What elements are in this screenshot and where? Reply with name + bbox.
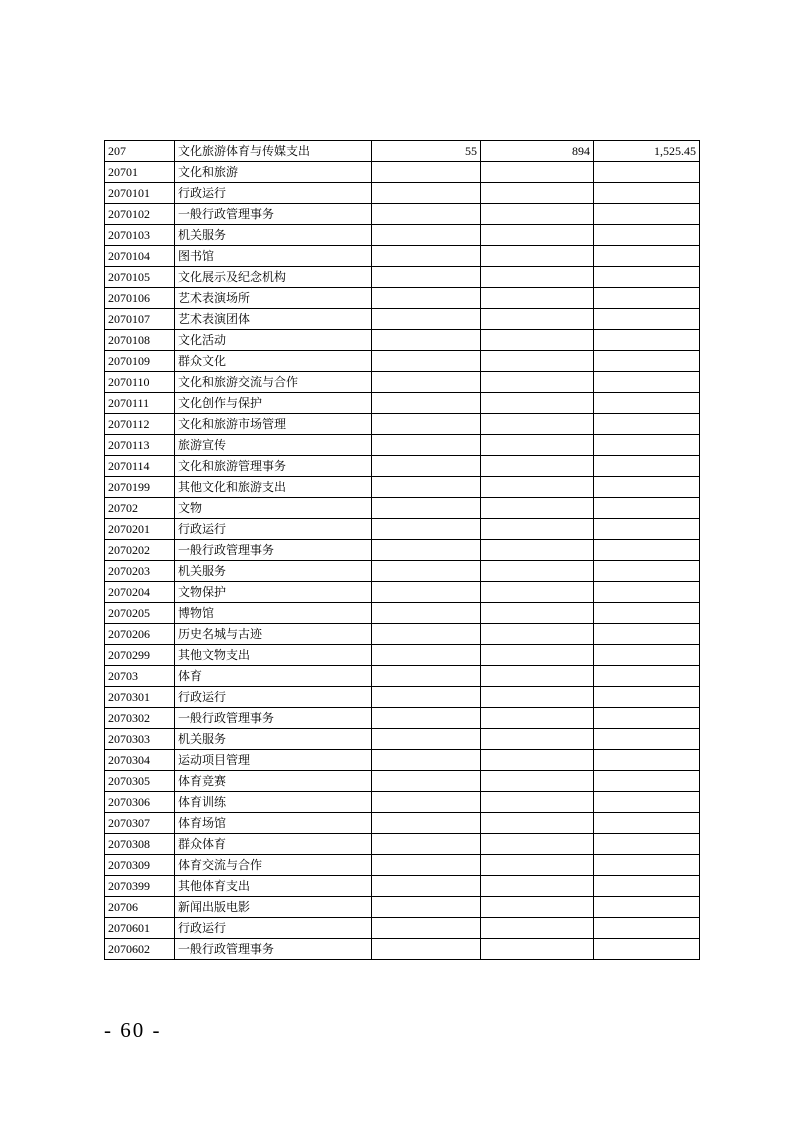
row-value-3-cell [594,288,700,309]
row-value-1-cell [372,729,481,750]
row-value-2-cell [481,246,594,267]
row-value-2-cell [481,435,594,456]
row-value-2-cell [481,729,594,750]
table-row [105,918,700,939]
table-row [105,288,700,309]
row-name-cell: 文化活动 [175,330,372,351]
row-value-1-cell [372,582,481,603]
row-name-cell: 文化旅游体育与传媒支出 [175,141,372,162]
row-value-3-cell [594,708,700,729]
row-code-cell: 2070110 [105,372,175,393]
table-row [105,939,700,960]
row-name-cell: 文化创作与保护 [175,393,372,414]
row-name-cell: 其他体育支出 [175,876,372,897]
row-value-2-cell [481,645,594,666]
row-value-2-cell [481,477,594,498]
table-row [105,666,700,687]
row-name-cell: 新闻出版电影 [175,897,372,918]
row-value-2-cell [481,288,594,309]
row-code-cell: 20701 [105,162,175,183]
row-code-cell: 2070108 [105,330,175,351]
row-value-2-cell [481,834,594,855]
table-row [105,519,700,540]
row-name-cell: 文化和旅游交流与合作 [175,372,372,393]
row-value-3-cell [594,813,700,834]
row-value-2-cell [481,876,594,897]
row-value-3-cell [594,540,700,561]
table-row [105,771,700,792]
row-code-cell: 2070103 [105,225,175,246]
budget-table [104,140,700,960]
table-row [105,309,700,330]
row-value-2-cell [481,225,594,246]
table-row [105,372,700,393]
row-code-cell: 2070399 [105,876,175,897]
row-value-3-cell [594,750,700,771]
row-value-3-cell [594,435,700,456]
row-code-cell: 2070601 [105,918,175,939]
table-row [105,750,700,771]
row-value-3-cell [594,162,700,183]
row-value-2-cell [481,183,594,204]
row-code-cell: 2070206 [105,624,175,645]
table-row [105,792,700,813]
row-code-cell: 2070303 [105,729,175,750]
row-value-1-cell [372,288,481,309]
row-value-3-cell [594,603,700,624]
row-name-cell: 一般行政管理事务 [175,204,372,225]
row-name-cell: 群众体育 [175,834,372,855]
row-name-cell: 艺术表演场所 [175,288,372,309]
row-value-1-cell [372,918,481,939]
row-name-cell: 体育交流与合作 [175,855,372,876]
table-row [105,162,700,183]
row-value-1-cell [372,519,481,540]
row-name-cell: 其他文物支出 [175,645,372,666]
table-row [105,813,700,834]
row-value-1-cell [372,813,481,834]
row-value-1-cell [372,456,481,477]
table-row [105,708,700,729]
table-row [105,855,700,876]
table-row [105,330,700,351]
row-name-cell: 文化和旅游 [175,162,372,183]
row-name-cell: 体育场馆 [175,813,372,834]
row-value-1-cell: 55 [372,141,481,162]
row-value-1-cell [372,393,481,414]
row-code-cell: 2070109 [105,351,175,372]
row-value-2-cell [481,750,594,771]
row-name-cell: 体育竞赛 [175,771,372,792]
table-row [105,876,700,897]
row-value-1-cell [372,708,481,729]
row-code-cell: 2070102 [105,204,175,225]
row-value-1-cell [372,624,481,645]
row-value-2-cell [481,456,594,477]
row-code-cell: 2070113 [105,435,175,456]
row-value-3-cell [594,792,700,813]
row-value-3-cell [594,897,700,918]
table-row [105,141,700,162]
row-value-2-cell [481,330,594,351]
row-value-1-cell [372,666,481,687]
row-value-3-cell [594,498,700,519]
row-code-cell: 2070309 [105,855,175,876]
row-value-2-cell [481,309,594,330]
row-code-cell: 2070205 [105,603,175,624]
row-name-cell: 行政运行 [175,183,372,204]
row-name-cell: 一般行政管理事务 [175,540,372,561]
row-code-cell: 2070106 [105,288,175,309]
row-value-3-cell [594,519,700,540]
row-code-cell: 2070105 [105,267,175,288]
row-value-3-cell [594,939,700,960]
row-code-cell: 2070104 [105,246,175,267]
row-name-cell: 机关服务 [175,729,372,750]
row-value-1-cell [372,687,481,708]
table-row [105,456,700,477]
row-value-3-cell [594,666,700,687]
row-code-cell: 2070114 [105,456,175,477]
table-row [105,540,700,561]
row-value-2-cell [481,687,594,708]
row-value-3-cell [594,561,700,582]
row-value-1-cell [372,246,481,267]
table-row [105,225,700,246]
row-code-cell: 2070307 [105,813,175,834]
row-value-1-cell [372,267,481,288]
row-value-1-cell [372,939,481,960]
row-value-2-cell [481,603,594,624]
table-row [105,897,700,918]
row-code-cell: 20706 [105,897,175,918]
table-row [105,561,700,582]
row-value-1-cell [372,330,481,351]
row-code-cell: 2070201 [105,519,175,540]
row-value-2-cell [481,624,594,645]
row-value-3-cell [594,477,700,498]
row-value-2-cell [481,414,594,435]
row-value-1-cell [372,834,481,855]
row-name-cell: 一般行政管理事务 [175,708,372,729]
table-row [105,603,700,624]
row-value-3-cell [594,624,700,645]
row-value-1-cell [372,435,481,456]
row-value-2-cell [481,666,594,687]
row-value-3-cell [594,372,700,393]
row-code-cell: 2070308 [105,834,175,855]
row-value-2-cell [481,771,594,792]
row-name-cell: 运动项目管理 [175,750,372,771]
table-row [105,582,700,603]
row-value-1-cell [372,792,481,813]
table-row [105,687,700,708]
row-value-1-cell [372,603,481,624]
row-name-cell: 图书馆 [175,246,372,267]
table-row [105,834,700,855]
row-value-2-cell: 894 [481,141,594,162]
row-value-3-cell [594,582,700,603]
table-row [105,204,700,225]
row-name-cell: 机关服务 [175,561,372,582]
row-value-3-cell [594,183,700,204]
row-value-2-cell [481,372,594,393]
row-value-2-cell [481,561,594,582]
row-value-1-cell [372,225,481,246]
row-code-cell: 2070107 [105,309,175,330]
row-value-2-cell [481,708,594,729]
row-value-3-cell [594,225,700,246]
table-row [105,729,700,750]
row-name-cell: 文化展示及纪念机构 [175,267,372,288]
row-code-cell: 2070202 [105,540,175,561]
row-name-cell: 文物保护 [175,582,372,603]
row-value-3-cell [594,687,700,708]
row-code-cell: 2070199 [105,477,175,498]
row-value-1-cell [372,309,481,330]
row-value-2-cell [481,519,594,540]
row-value-2-cell [481,813,594,834]
row-value-2-cell [481,204,594,225]
row-value-1-cell [372,876,481,897]
row-value-1-cell [372,204,481,225]
row-value-2-cell [481,939,594,960]
table-row [105,351,700,372]
row-value-1-cell [372,645,481,666]
row-value-1-cell [372,414,481,435]
row-value-1-cell [372,897,481,918]
table-row [105,267,700,288]
row-name-cell: 文化和旅游市场管理 [175,414,372,435]
row-name-cell: 机关服务 [175,225,372,246]
table-row [105,183,700,204]
row-value-2-cell [481,351,594,372]
row-code-cell: 2070602 [105,939,175,960]
row-value-2-cell [481,540,594,561]
row-code-cell: 2070203 [105,561,175,582]
row-value-3-cell [594,414,700,435]
row-value-3-cell [594,246,700,267]
row-value-2-cell [481,918,594,939]
table-row [105,414,700,435]
row-value-3-cell [594,729,700,750]
row-value-3-cell [594,855,700,876]
row-code-cell: 2070299 [105,645,175,666]
table-row [105,477,700,498]
row-name-cell: 旅游宣传 [175,435,372,456]
row-name-cell: 行政运行 [175,687,372,708]
row-value-3-cell [594,393,700,414]
row-name-cell: 体育 [175,666,372,687]
row-value-3-cell [594,309,700,330]
row-value-2-cell [481,855,594,876]
row-value-3-cell [594,456,700,477]
row-value-3-cell [594,204,700,225]
row-name-cell: 群众文化 [175,351,372,372]
row-code-cell: 2070301 [105,687,175,708]
table-body [105,141,700,960]
row-value-1-cell [372,183,481,204]
row-name-cell: 文物 [175,498,372,519]
table-row [105,624,700,645]
row-value-1-cell [372,372,481,393]
row-value-1-cell [372,855,481,876]
page-number: - 60 - [104,1018,162,1042]
row-value-3-cell [594,351,700,372]
row-value-3-cell [594,267,700,288]
row-value-3-cell [594,645,700,666]
table-row [105,498,700,519]
row-name-cell: 艺术表演团体 [175,309,372,330]
row-code-cell: 2070306 [105,792,175,813]
table-row [105,645,700,666]
row-value-3-cell [594,330,700,351]
row-name-cell: 历史名城与古迹 [175,624,372,645]
row-value-1-cell [372,162,481,183]
row-value-1-cell [372,477,481,498]
row-value-3-cell: 1,525.45 [594,141,700,162]
table-row [105,393,700,414]
row-code-cell: 2070101 [105,183,175,204]
row-code-cell: 2070304 [105,750,175,771]
row-name-cell: 博物馆 [175,603,372,624]
row-value-3-cell [594,834,700,855]
row-value-1-cell [372,540,481,561]
row-value-3-cell [594,918,700,939]
row-name-cell: 体育训练 [175,792,372,813]
row-code-cell: 2070111 [105,393,175,414]
row-value-3-cell [594,876,700,897]
row-code-cell: 20703 [105,666,175,687]
row-value-2-cell [481,498,594,519]
row-code-cell: 2070302 [105,708,175,729]
row-value-2-cell [481,897,594,918]
row-value-3-cell [594,771,700,792]
row-name-cell: 文化和旅游管理事务 [175,456,372,477]
table-row [105,246,700,267]
row-value-2-cell [481,792,594,813]
row-code-cell: 2070204 [105,582,175,603]
row-value-1-cell [372,351,481,372]
row-value-1-cell [372,771,481,792]
row-code-cell: 207 [105,141,175,162]
row-name-cell: 一般行政管理事务 [175,939,372,960]
row-name-cell: 其他文化和旅游支出 [175,477,372,498]
row-code-cell: 2070112 [105,414,175,435]
row-value-2-cell [481,582,594,603]
row-name-cell: 行政运行 [175,918,372,939]
row-value-1-cell [372,750,481,771]
row-code-cell: 2070305 [105,771,175,792]
row-name-cell: 行政运行 [175,519,372,540]
row-value-2-cell [481,267,594,288]
row-value-2-cell [481,393,594,414]
table-row [105,435,700,456]
row-code-cell: 20702 [105,498,175,519]
row-value-2-cell [481,162,594,183]
row-value-1-cell [372,561,481,582]
row-value-1-cell [372,498,481,519]
